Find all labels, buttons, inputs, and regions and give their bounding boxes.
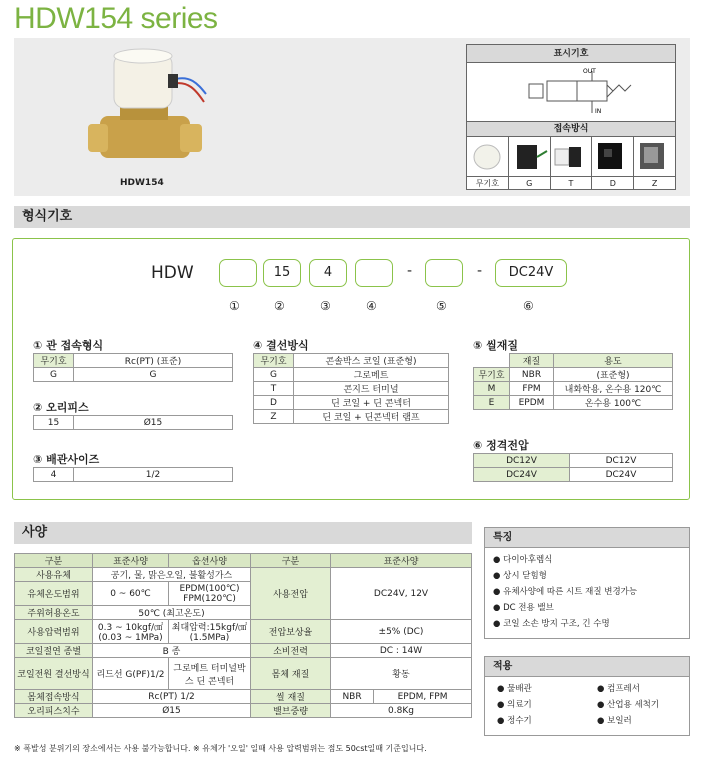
cell: DC12V xyxy=(474,454,570,468)
application-item: ● 물배관 xyxy=(497,684,532,694)
feature-item: ● 코일 소손 방지 구조, 긴 수명 xyxy=(493,619,610,629)
spec-label: 사용전압 xyxy=(251,568,331,620)
cell: 15 xyxy=(34,416,74,430)
symbol-heading: 표시기호 xyxy=(467,45,675,63)
cell: M xyxy=(474,382,510,396)
spec-label: 코일전원 결선방식 xyxy=(15,658,93,690)
product-caption: HDW154 xyxy=(120,178,164,188)
spec-label: 몸체 재질 xyxy=(251,658,331,690)
cell: 무기호 xyxy=(474,368,510,382)
conn-label: D xyxy=(592,177,634,190)
spec-label: 오리피스치수 xyxy=(15,704,93,718)
valve-image xyxy=(80,44,210,174)
coil-terminal-icon xyxy=(551,137,593,176)
features-panel xyxy=(484,527,690,639)
spec-value: 0 ~ 60℃ xyxy=(93,582,169,606)
feature-item: ● 상시 닫힘형 xyxy=(493,571,547,581)
spec-value: 공기, 물, 맑은오일, 불활성가스 xyxy=(93,568,251,582)
feature-item: ● 유체사양에 따른 시트 재질 변경가능 xyxy=(493,587,638,597)
code-index: ③ xyxy=(320,299,331,313)
cell: G xyxy=(74,368,233,382)
applications-panel xyxy=(484,656,690,736)
feature-item: ● 다이아후렘식 xyxy=(493,555,553,565)
spec-value: EPDM, FPM xyxy=(374,690,472,704)
coil-din-icon xyxy=(592,137,634,176)
cell: 무기호 xyxy=(254,354,294,368)
in-label: IN xyxy=(595,108,602,115)
code-dash: - xyxy=(477,263,483,279)
spec-value: 황동 xyxy=(331,658,472,690)
out-label: OUT xyxy=(583,68,596,75)
spec-label: 사용압력범위 xyxy=(15,620,93,644)
code-slot-3: 4 xyxy=(309,259,347,287)
spec-header: 구분 xyxy=(15,554,93,568)
connection-labels xyxy=(467,177,675,190)
spec-header: 표준사양 xyxy=(93,554,169,568)
cell: G xyxy=(254,368,294,382)
conn-label: G xyxy=(509,177,551,190)
spec-value: 그로메트 터미널박스 딘 콘넥터 xyxy=(169,658,251,690)
spec-label: 사용유체 xyxy=(15,568,93,582)
symbol-panel xyxy=(466,44,676,190)
spec-value: 0.3 ~ 10kgf/㎠ (0.03 ~ 1MPa) xyxy=(93,620,169,644)
cell: 용도 xyxy=(554,354,673,368)
cell: Rc(PT) (표준) xyxy=(74,354,233,368)
code-slot-6: DC24V xyxy=(495,259,567,287)
spec-label: 소비전력 xyxy=(251,644,331,658)
spec-header: 구분 xyxy=(251,554,331,568)
connection-heading: 접속방식 xyxy=(467,121,675,137)
cell: (표준형) xyxy=(554,368,673,382)
cell: DC24V xyxy=(474,468,570,482)
spec-label: 코일절연 종별 xyxy=(15,644,93,658)
wiring-heading: ④ 결선방식 xyxy=(253,339,309,352)
cell: 내화학용, 온수용 120℃ xyxy=(554,382,673,396)
code-index: ⑥ xyxy=(523,299,534,313)
code-slot-1 xyxy=(219,259,257,287)
code-index: ① xyxy=(229,299,240,313)
cell: DC12V xyxy=(570,454,673,468)
spec-value: NBR xyxy=(331,690,374,704)
cell: Ø15 xyxy=(74,416,233,430)
spec-label: 유체온도범위 xyxy=(15,582,93,606)
spec-value: Rc(PT) 1/2 xyxy=(93,690,251,704)
spec-table xyxy=(14,553,472,718)
seal-table xyxy=(473,353,673,410)
spec-value: 50℃ (최고온도) xyxy=(93,606,251,620)
application-item: ● 정수기 xyxy=(497,716,532,726)
cell: 1/2 xyxy=(74,468,233,482)
spec-label: 전압보상율 xyxy=(251,620,331,644)
cell: DC24V xyxy=(570,468,673,482)
valve-symbol-icon xyxy=(517,67,637,117)
cell: EPDM xyxy=(510,396,554,410)
spec-value: ±5% (DC) xyxy=(331,620,472,644)
voltage-table xyxy=(473,453,673,482)
spec-header: 표준사양 xyxy=(331,554,472,568)
page-title: HDW154 series xyxy=(14,2,218,35)
cell: 딘 코일 + 딘 콘넥터 xyxy=(294,396,449,410)
cell: 재질 xyxy=(510,354,554,368)
spec-value: 리드선 G(PF)1/2 xyxy=(93,658,169,690)
model-code-box xyxy=(12,238,690,500)
cell: E xyxy=(474,396,510,410)
cell: 콘솔박스 코일 (표준형) xyxy=(294,354,449,368)
features-heading: 특징 xyxy=(485,528,689,548)
spec-label: 몸체접속방식 xyxy=(15,690,93,704)
cell: D xyxy=(254,396,294,410)
coil-grommet-icon xyxy=(509,137,551,176)
feature-item: ● DC 전용 밸브 xyxy=(493,603,554,613)
code-index: ② xyxy=(274,299,285,313)
spec-value: 0.8Kg xyxy=(331,704,472,718)
cell: Z xyxy=(254,410,294,424)
cell: 온수용 100℃ xyxy=(554,396,673,410)
orifice-table xyxy=(33,415,233,430)
application-item: ● 컴프레서 xyxy=(597,684,640,694)
spec-label: 밸브중량 xyxy=(251,704,331,718)
application-item: ● 보일러 xyxy=(597,716,632,726)
spec-header: 옵션사양 xyxy=(169,554,251,568)
pipe-size-heading: ③ 배관사이즈 xyxy=(33,453,100,466)
cell xyxy=(474,354,510,368)
code-slot-4 xyxy=(355,259,393,287)
spec-value: DC24V, 12V xyxy=(331,568,472,620)
code-index: ④ xyxy=(366,299,377,313)
application-item: ● 산업용 세척기 xyxy=(597,700,660,710)
seal-heading: ⑤ 씰재질 xyxy=(473,339,519,352)
coil-standard-icon xyxy=(467,137,509,176)
cell: T xyxy=(254,382,294,396)
code-slot-2: 15 xyxy=(263,259,301,287)
code-dash: - xyxy=(407,263,413,279)
conn-label: 무기호 xyxy=(467,177,509,190)
voltage-heading: ⑥ 정격전압 xyxy=(473,439,529,452)
cell: FPM xyxy=(510,382,554,396)
pipe-conn-table xyxy=(33,353,233,382)
spec-value: DC : 14W xyxy=(331,644,472,658)
application-item: ● 의료기 xyxy=(497,700,532,710)
pipe-size-table xyxy=(33,467,233,482)
orifice-heading: ② 오리피스 xyxy=(33,401,89,414)
applications-heading: 적용 xyxy=(485,657,689,677)
code-index: ⑤ xyxy=(436,299,447,313)
model-section-heading: 형식기호 xyxy=(14,206,690,228)
cell: 무기호 xyxy=(34,354,74,368)
conn-label: T xyxy=(551,177,593,190)
model-prefix: HDW xyxy=(151,263,194,283)
cell: NBR xyxy=(510,368,554,382)
wiring-table xyxy=(253,353,449,424)
spec-value: 최대압력:15kgf/㎠ (1.5MPa) xyxy=(169,620,251,644)
connection-images xyxy=(467,137,675,177)
spec-value: B 종 xyxy=(93,644,251,658)
code-slot-5 xyxy=(425,259,463,287)
cell: G xyxy=(34,368,74,382)
spec-label: 주위허용온도 xyxy=(15,606,93,620)
pipe-conn-heading: ① 관 접속형식 xyxy=(33,339,104,352)
cell: 그로메트 xyxy=(294,368,449,382)
footnote: ※ 폭발성 분위기의 장소에서는 사용 불가능합니다. ※ 유체가 '오일' 일때 사용 압력범위는 점도 50cst일때 기준입니다. xyxy=(14,744,427,753)
cell: 콘지드 터미널 xyxy=(294,382,449,396)
spec-label: 씰 재질 xyxy=(251,690,331,704)
spec-section-heading: 사양 xyxy=(14,522,472,544)
spec-value: EPDM(100℃) FPM(120℃) xyxy=(169,582,251,606)
conn-label: Z xyxy=(651,179,658,188)
coil-din-lamp-icon xyxy=(634,137,675,176)
spec-value: Ø15 xyxy=(93,704,251,718)
cell: 4 xyxy=(34,468,74,482)
cell: 딘 코일 + 딘콘넥터 램프 xyxy=(294,410,449,424)
